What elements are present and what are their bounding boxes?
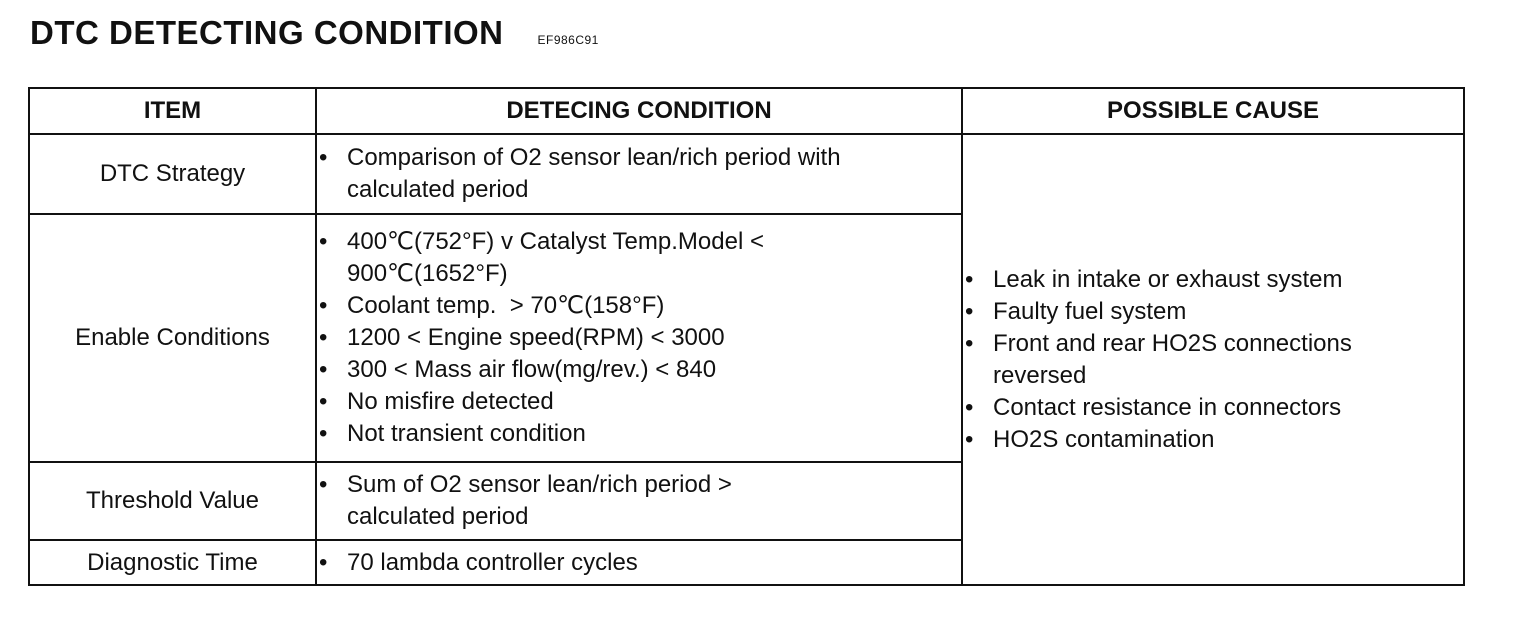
condition-item: • Coolant temp. > 70℃(158°F) xyxy=(317,290,961,322)
dtc-condition-table xyxy=(28,87,1465,586)
page-title: DTC DETECTING CONDITION xyxy=(30,14,504,51)
column-header-condition: DETECING CONDITION xyxy=(316,88,962,134)
condition-item: • Not transient condition xyxy=(317,418,961,450)
item-dtc-strategy: DTC Strategy xyxy=(29,134,316,214)
condition-item: • 70 lambda controller cycles xyxy=(317,547,961,579)
cause-item: • Front and rear HO2S connections reversed xyxy=(963,328,1413,392)
condition-cell xyxy=(316,214,962,462)
item-diagnostic-time: Diagnostic Time xyxy=(29,540,316,585)
condition-cell xyxy=(316,540,962,585)
condition-item: • 1200 < Engine speed(RPM) < 3000 xyxy=(317,322,961,354)
condition-list xyxy=(317,469,961,533)
item-enable-conditions: Enable Conditions xyxy=(29,214,316,462)
condition-item: • Comparison of O2 sensor lean/rich period with calculated period xyxy=(317,142,867,206)
condition-list xyxy=(317,226,961,450)
cause-item: • Faulty fuel system xyxy=(963,296,1463,328)
possible-cause-cell xyxy=(962,134,1464,585)
cause-item: • Leak in intake or exhaust system xyxy=(963,264,1463,296)
condition-cell xyxy=(316,462,962,540)
condition-item: • Sum of O2 sensor lean/rich period > calculated period xyxy=(317,469,817,533)
title-row xyxy=(30,14,599,52)
condition-list xyxy=(317,142,961,206)
condition-item: • 300 < Mass air flow(mg/rev.) < 840 xyxy=(317,354,961,386)
document-code: EF986C91 xyxy=(537,33,599,47)
table-row xyxy=(29,134,1464,214)
condition-cell xyxy=(316,134,962,214)
possible-cause-list xyxy=(963,264,1463,456)
column-header-item: ITEM xyxy=(29,88,316,134)
item-threshold-value: Threshold Value xyxy=(29,462,316,540)
condition-list xyxy=(317,547,961,579)
condition-item: • No misfire detected xyxy=(317,386,961,418)
cause-item: • HO2S contamination xyxy=(963,424,1463,456)
table-header-row xyxy=(29,88,1464,134)
condition-item: • 400℃(752°F) v Catalyst Temp.Model < 900℃(1652°F) xyxy=(317,226,807,290)
cause-item: • Contact resistance in connectors xyxy=(963,392,1463,424)
column-header-cause: POSSIBLE CAUSE xyxy=(962,88,1464,134)
